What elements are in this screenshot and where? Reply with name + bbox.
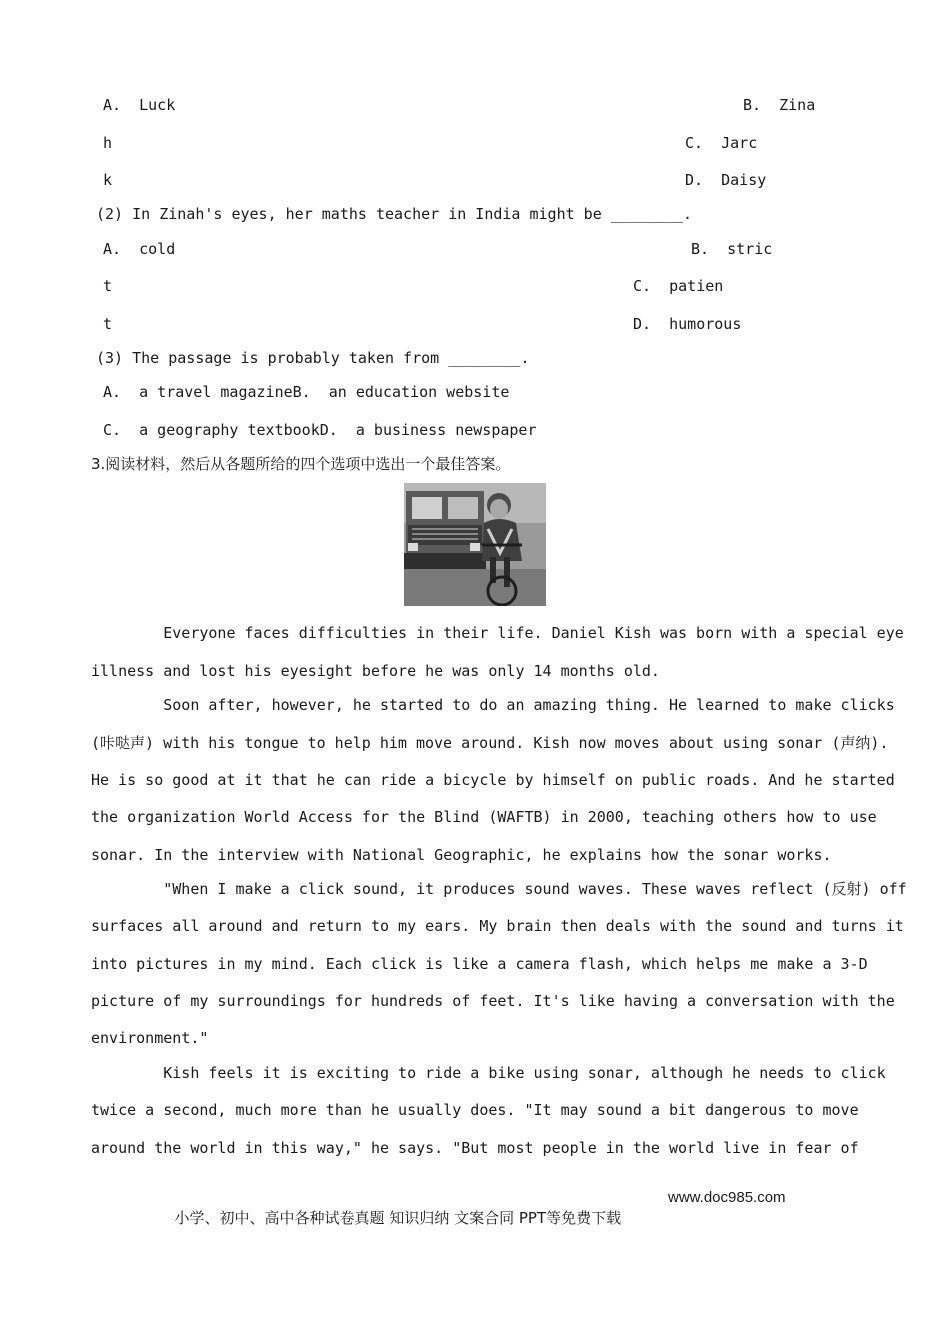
passage-line: Soon after, however, he started to do an amazing thing. He learned to make clicks [91, 696, 895, 714]
passage-line: illness and lost his eyesight before he was only 14 months old. [91, 662, 660, 680]
passage-line: the organization World Access for the Blind (WAFTB) in 2000, teaching others how to use [91, 808, 877, 826]
passage-line: twice a second, much more than he usually does. "It may sound a bit dangerous to move [91, 1101, 859, 1119]
cyclist-photo-illustration [404, 483, 546, 606]
q1-option-a: A. Luck [103, 96, 176, 114]
q2-option-a: A. cold [103, 240, 176, 258]
passage-line: into pictures in my mind. Each click is like a camera flash, which helps me make a 3-D [91, 955, 868, 973]
q3-options-cd: C. a geography textbookD. a business newspaper [103, 421, 537, 439]
cyclist-photo [404, 483, 546, 606]
q2-option-d: D. humorous [633, 315, 742, 333]
q3-stem: (3) The passage is probably taken from ________. [96, 349, 530, 367]
passage-line: around the world in this way," he says. "But most people in the world live in fear of [91, 1139, 859, 1157]
passage-line: (咔哒声) with his tongue to help him move around. Kish now moves about using sonar (声纳). [91, 734, 889, 752]
page-footer [165, 1189, 786, 1246]
section3-instruction: 3.阅读材料，然后从各题所给的四个选项中选出一个最佳答案。 [91, 455, 511, 473]
passage-line: environment." [91, 1029, 209, 1047]
q2-option-fragment-t2: t [103, 315, 113, 333]
q2-option-fragment-t1: t [103, 277, 113, 295]
q1-option-fragment-k: k [103, 171, 113, 189]
passage-line: Everyone faces difficulties in their life. Daniel Kish was born with a special eye [91, 624, 904, 642]
passage-line: sonar. In the interview with National Geographic, he explains how the sonar works. [91, 846, 832, 864]
q1-option-d: D. Daisy [685, 171, 767, 189]
q2-option-c: C. patien [633, 277, 724, 295]
q3-options-ab: A. a travel magazineB. an education website [103, 383, 510, 401]
q1-option-fragment-h: h [103, 134, 113, 152]
passage-line: surfaces all around and return to my ears. My brain then deals with the sound and turns it [91, 917, 904, 935]
q2-stem: (2) In Zinah's eyes, her maths teacher in India might be ________. [96, 205, 693, 223]
passage-line: "When I make a click sound, it produces sound waves. These waves reflect (反射) off [91, 880, 907, 898]
q2-option-b: B. stric [691, 240, 773, 258]
footer-url[interactable]: www.doc985.com [668, 1189, 786, 1206]
passage-line: He is so good at it that he can ride a bicycle by himself on public roads. And he started [91, 771, 895, 789]
passage-line: picture of my surroundings for hundreds of feet. It's like having a conversation with the [91, 992, 895, 1010]
passage-line: Kish feels it is exciting to ride a bike using sonar, although he needs to click [91, 1064, 886, 1082]
q1-option-b: B. Zina [743, 96, 816, 114]
footer-text: 小学、初中、高中各种试卷真题 知识归纳 文案合同 PPT等免费下载 [174, 1209, 622, 1227]
q1-option-c: C. Jarc [685, 134, 758, 152]
